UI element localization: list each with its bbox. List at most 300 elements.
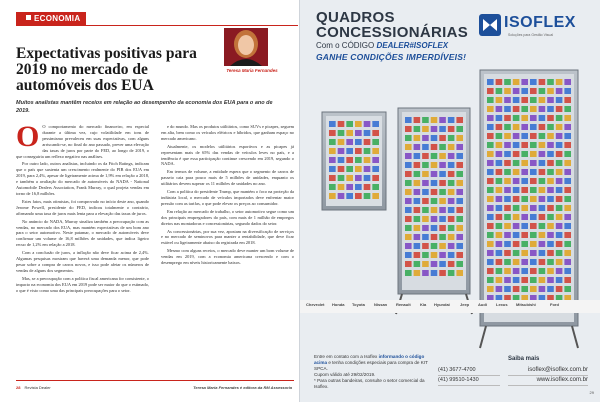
- key-tag: [539, 169, 546, 175]
- key-tag: [521, 133, 528, 139]
- key-tag: [539, 160, 546, 166]
- key-tag: [329, 175, 336, 181]
- key-tag: [564, 133, 571, 139]
- key-tag: [539, 97, 546, 103]
- key-tag: [504, 205, 511, 211]
- key-tag: [564, 142, 571, 148]
- key-tag: [338, 148, 345, 154]
- key-tag: [496, 169, 503, 175]
- key-tag: [431, 216, 438, 222]
- article-body: [16, 124, 294, 374]
- key-tag: [405, 171, 412, 177]
- key-tag: [504, 214, 511, 220]
- key-tag: [547, 124, 554, 130]
- key-tag: [504, 259, 511, 265]
- key-tag: [431, 207, 438, 213]
- key-tag: [448, 153, 455, 159]
- key-tag: [414, 126, 421, 132]
- logo-wordmark: ISOFLEX: [504, 14, 576, 31]
- key-tag: [504, 97, 511, 103]
- key-tag: [431, 180, 438, 186]
- key-tag: [496, 268, 503, 274]
- key-tag: [513, 151, 520, 157]
- key-tag: [448, 117, 455, 123]
- key-tag: [521, 196, 528, 202]
- key-tag: [456, 207, 463, 213]
- key-tag: [539, 241, 546, 247]
- key-tag: [513, 214, 520, 220]
- key-tag: [564, 268, 571, 274]
- key-tag: [364, 166, 371, 172]
- key-tag: [439, 207, 446, 213]
- key-tag: [539, 250, 546, 256]
- key-tag: [530, 169, 537, 175]
- key-tag: [431, 225, 438, 231]
- key-tag: [456, 234, 463, 240]
- key-tag: [521, 151, 528, 157]
- key-tag: [414, 198, 421, 204]
- key-tag: [513, 178, 520, 184]
- key-tag: [439, 117, 446, 123]
- key-tag: [564, 169, 571, 175]
- key-tag: [513, 169, 520, 175]
- key-tag: [556, 250, 563, 256]
- key-tag: [422, 261, 429, 267]
- brand-logo: Chevrolet: [306, 302, 325, 307]
- key-tag: [405, 117, 412, 123]
- key-tag: [547, 268, 554, 274]
- key-tag: [405, 189, 412, 195]
- key-tag: [372, 175, 379, 181]
- key-tag: [487, 214, 494, 220]
- key-tag: [547, 241, 554, 247]
- key-tag: [487, 97, 494, 103]
- key-tag: [448, 243, 455, 249]
- key-tag: [513, 115, 520, 121]
- key-tag: [364, 184, 371, 190]
- key-tag: [521, 214, 528, 220]
- key-tag: [355, 184, 362, 190]
- key-tag: [364, 148, 371, 154]
- key-tag: [496, 88, 503, 94]
- key-tag: [496, 106, 503, 112]
- key-tag: [329, 157, 336, 163]
- key-tag: [487, 187, 494, 193]
- key-tag: [530, 151, 537, 157]
- key-tag: [431, 243, 438, 249]
- key-tag: [456, 189, 463, 195]
- brand-logo: Ford: [550, 302, 559, 307]
- key-tag: [564, 286, 571, 292]
- key-tag: [487, 259, 494, 265]
- phone-link[interactable]: (41) 3677-4700: [438, 366, 500, 376]
- article-paragraph: O O comportamento do mercado financeiro, em especial durante a última vez, cujo volatilidade em tons de pessimismo prevaleceu em suas expectativas, com alguns arriscando-se, no final do ano passado, prever uma elevação das taxas de juros por parte do FED, ao longo de 2019, o que conseguiria um reflexo negativo nas análises.: [16, 124, 149, 159]
- key-tag: [556, 124, 563, 130]
- key-tag: [513, 196, 520, 202]
- key-tag: [439, 171, 446, 177]
- key-tag: [439, 198, 446, 204]
- key-tag: [504, 124, 511, 130]
- key-tag: [487, 232, 494, 238]
- key-tag: [364, 121, 371, 127]
- key-tag: [431, 126, 438, 132]
- whatsapp-link[interactable]: (41) 99510-1430: [438, 376, 500, 386]
- key-tag: [504, 178, 511, 184]
- key-tag: [496, 196, 503, 202]
- key-tag: [487, 241, 494, 247]
- key-tag: [539, 259, 546, 265]
- key-tag: [405, 261, 412, 267]
- key-tag: [530, 232, 537, 238]
- website-link[interactable]: www.isoflex.com.br: [508, 376, 588, 386]
- key-tag: [364, 130, 371, 136]
- isoflex-logo: [478, 12, 588, 40]
- key-tag: [364, 193, 371, 199]
- key-tag: [496, 250, 503, 256]
- key-tag: [448, 126, 455, 132]
- key-tag: [405, 180, 412, 186]
- key-tag: [456, 153, 463, 159]
- key-tag: [364, 139, 371, 145]
- contact-note: * Para outras bandeiras, consulte o setor comercial da Isoflex.: [314, 378, 425, 389]
- key-tag: [405, 216, 412, 222]
- key-tag: [496, 142, 503, 148]
- key-tag: [547, 160, 554, 166]
- publication-name: Revista Dealer: [24, 385, 51, 390]
- key-tag: [547, 169, 554, 175]
- key-tag: [422, 243, 429, 249]
- key-tag: [564, 277, 571, 283]
- key-tag: [431, 189, 438, 195]
- article-column-1: [16, 124, 149, 374]
- key-tag: [539, 205, 546, 211]
- key-tag: [530, 142, 537, 148]
- key-tag: [521, 277, 528, 283]
- key-tag: [513, 250, 520, 256]
- key-tag: [487, 277, 494, 283]
- key-tag: [564, 196, 571, 202]
- article-paragraph: Com a conclusão de juros, a inflação não deve ficar acima de 2,4%. Algumas pesquisas mostram que haverá uma demanda menor, que pode pesar sobre a compra de carros novos, e isso pode afetar os números de vendas de alguns dos segmentos.: [16, 250, 149, 273]
- key-tag: [530, 106, 537, 112]
- key-tag: [530, 79, 537, 85]
- article-paragraph: Em relação ao mercado de trabalho, o setor automotivo segue como um dos principais empregadores do país, com mais de 1 milhão de empregos diretos nas montadoras e concessionárias, segundo dados do setor.: [161, 208, 294, 226]
- key-tag: [564, 115, 571, 121]
- key-tag: [487, 286, 494, 292]
- saiba-mais-heading: Saiba mais: [508, 356, 540, 362]
- key-tag: [487, 151, 494, 157]
- key-tag: [556, 151, 563, 157]
- key-tag: [556, 205, 563, 211]
- key-tag: [521, 88, 528, 94]
- key-tag: [564, 160, 571, 166]
- email-link[interactable]: isoflex@isoflex.com.br: [508, 366, 588, 376]
- key-tag: [414, 135, 421, 141]
- key-tag: [487, 169, 494, 175]
- key-tag: [414, 270, 421, 276]
- key-tag: [431, 162, 438, 168]
- key-tag: [504, 250, 511, 256]
- key-tag: [431, 144, 438, 150]
- contact-info: Entre em contato com a Isoflex informando o código acima e tenha condições especiais para compra de KIT SPCA. Cupom válido até 29/02/2019. * Para outras bandeiras, consulte o setor comercial da Isoflex.: [314, 354, 428, 389]
- key-tag: [414, 225, 421, 231]
- key-tag: [422, 189, 429, 195]
- brand-logo: Kia: [420, 302, 427, 307]
- key-tag: [439, 162, 446, 168]
- key-tag: [547, 115, 554, 121]
- key-tag: [414, 180, 421, 186]
- key-tag: [329, 184, 336, 190]
- brand-logo: Jeep: [460, 302, 470, 307]
- key-tag: [487, 88, 494, 94]
- key-tag: [414, 117, 421, 123]
- key-tag: [448, 162, 455, 168]
- key-tag: [556, 232, 563, 238]
- key-tag: [448, 270, 455, 276]
- section-tag: [16, 12, 86, 25]
- section-rule: [16, 25, 298, 26]
- key-tag: [405, 243, 412, 249]
- key-tag: [521, 241, 528, 247]
- key-tag: [547, 106, 554, 112]
- key-tag: [530, 196, 537, 202]
- key-tag: [456, 270, 463, 276]
- key-tag: [439, 270, 446, 276]
- key-tag: [431, 261, 438, 267]
- key-tag: [496, 259, 503, 265]
- key-tag: [414, 243, 421, 249]
- key-tag: [496, 133, 503, 139]
- key-tag: [364, 175, 371, 181]
- key-tag: [564, 223, 571, 229]
- key-tag: [556, 79, 563, 85]
- author-name: Teresa Maria Fernandes: [226, 68, 278, 73]
- author-credit: Teresa Maria Fernandes é editora da RM Assessoria: [193, 385, 292, 390]
- key-tag: [448, 171, 455, 177]
- key-tag: [439, 261, 446, 267]
- key-tag: [405, 198, 412, 204]
- key-tag: [496, 160, 503, 166]
- key-tag: [504, 106, 511, 112]
- key-tag: [422, 225, 429, 231]
- key-tag: [496, 223, 503, 229]
- key-tag: [521, 223, 528, 229]
- key-tag: [504, 277, 511, 283]
- key-tag: [355, 121, 362, 127]
- key-tag: [456, 225, 463, 231]
- key-tag: [431, 171, 438, 177]
- key-tag: [414, 261, 421, 267]
- article-paragraph: Estes fatos, mais otimistas, foi comprovado no início deste ano, quando Jerome Powell, presidente do FED, indicou totalmente o contrário, afirmando uma taxa de juros mais lenta para a elevação das taxas de juros.: [16, 198, 149, 216]
- key-tag: [431, 135, 438, 141]
- article-paragraph: As concessionárias, por sua vez, apostam na diversificação de serviços e no mercado de seminovos para manter a rentabilidade, que deve ficar estável ou ligeiramente abaixo da registrada em 2018.: [161, 228, 294, 246]
- key-tag: [556, 196, 563, 202]
- key-tag: [372, 157, 379, 163]
- key-tag: [530, 178, 537, 184]
- key-tag: [539, 115, 546, 121]
- key-tag: [439, 216, 446, 222]
- key-tag: [448, 216, 455, 222]
- key-tag: [372, 121, 379, 127]
- key-tag: [372, 139, 379, 145]
- key-tag: [521, 178, 528, 184]
- brand-logo: Audi: [478, 302, 487, 307]
- key-tag: [405, 234, 412, 240]
- article-paragraph: No anúncio do NADA, Murray sinaliza também a preocupação com as vendas, no mercado dos EUA, mas mantém expectativas de um bom ano para o setor automotivo. Neste patamar, o mercado de automóveis deve confirmar um volume de 16,8 milhões de unidades, que indica ligeiro recuo de 1,2% em relação a 2018.: [16, 218, 149, 248]
- key-tag: [456, 162, 463, 168]
- logo-tagline: Soluções para Gestão Visual: [508, 33, 554, 37]
- key-tag: [504, 232, 511, 238]
- key-tag: [456, 216, 463, 222]
- key-tag: [521, 106, 528, 112]
- key-tag: [547, 178, 554, 184]
- key-tag: [487, 268, 494, 274]
- key-tag: [539, 106, 546, 112]
- key-tag: [539, 232, 546, 238]
- key-tag: [329, 166, 336, 172]
- key-tag: [346, 175, 353, 181]
- key-tag: [346, 130, 353, 136]
- key-tag: [547, 250, 554, 256]
- key-tag: [346, 139, 353, 145]
- key-tag: [556, 106, 563, 112]
- key-tag: [346, 166, 353, 172]
- key-tag: [422, 126, 429, 132]
- key-tag: [521, 268, 528, 274]
- key-tag: [414, 216, 421, 222]
- key-tag: [496, 214, 503, 220]
- key-tag: [448, 198, 455, 204]
- key-tag: [496, 241, 503, 247]
- key-tag: [539, 196, 546, 202]
- key-tag: [504, 196, 511, 202]
- key-tag: [372, 184, 379, 190]
- key-tag: [338, 121, 345, 127]
- key-tag: [372, 166, 379, 172]
- key-tag: [422, 180, 429, 186]
- key-tag: [564, 88, 571, 94]
- ad-code-line: Com o CÓDIGO DEALER#ISOFLEX: [316, 41, 449, 50]
- key-tag: [539, 286, 546, 292]
- key-tag: [448, 234, 455, 240]
- key-tag: [405, 225, 412, 231]
- page-number-right: 29: [589, 390, 594, 395]
- key-tag: [539, 79, 546, 85]
- key-tag: [496, 79, 503, 85]
- article-headline: Expectativas positivas para 2019 no mercado de automóveis dos EUA: [16, 45, 197, 94]
- key-tag: [539, 151, 546, 157]
- key-tag: [487, 250, 494, 256]
- key-tag: [431, 270, 438, 276]
- key-tag: [405, 270, 412, 276]
- key-tag: [547, 277, 554, 283]
- key-tag: [431, 153, 438, 159]
- key-tag: [355, 148, 362, 154]
- key-tag: [405, 162, 412, 168]
- article-paragraph: Mas, se a preocupação com a política fiscal americana for consistente, o impacto na economia dos EUA em 2019 pode ser maior do que o estimado, o que é visto como uma das principais preocupações para o setor.: [16, 275, 149, 293]
- key-tag: [346, 184, 353, 190]
- key-tag: [547, 97, 554, 103]
- key-tag: [439, 225, 446, 231]
- key-tag: [487, 133, 494, 139]
- key-tag: [487, 178, 494, 184]
- key-tag: [487, 196, 494, 202]
- key-tag: [448, 261, 455, 267]
- page-number: 28: [16, 385, 21, 390]
- key-tag: [439, 243, 446, 249]
- key-tag: [513, 133, 520, 139]
- key-tag: [547, 88, 554, 94]
- author-portrait-icon: [224, 28, 268, 66]
- key-tag: [513, 223, 520, 229]
- key-tag: [355, 193, 362, 199]
- key-tag: [513, 277, 520, 283]
- key-tag: [487, 205, 494, 211]
- key-tag: [530, 277, 537, 283]
- key-tag: [448, 207, 455, 213]
- key-tag: [521, 286, 528, 292]
- ad-offer: GANHE CONDIÇÕES IMPERDÍVEIS!: [316, 52, 467, 62]
- key-tag: [496, 151, 503, 157]
- key-tag: [513, 142, 520, 148]
- key-tag: [564, 250, 571, 256]
- key-tag: [556, 277, 563, 283]
- key-tag: [530, 241, 537, 247]
- key-tag: [329, 121, 336, 127]
- key-tag: [405, 126, 412, 132]
- key-tag: [496, 115, 503, 121]
- key-tag: [521, 142, 528, 148]
- key-tag: [564, 214, 571, 220]
- key-tag: [338, 175, 345, 181]
- key-tag: [521, 187, 528, 193]
- key-tag: [346, 148, 353, 154]
- key-tag: [556, 178, 563, 184]
- key-tag: [547, 259, 554, 265]
- key-tag: [405, 144, 412, 150]
- key-tag: [513, 160, 520, 166]
- key-tag: [539, 142, 546, 148]
- key-tag: [521, 232, 528, 238]
- phone-numbers: [438, 366, 500, 386]
- key-tag: [513, 88, 520, 94]
- key-tag: [530, 259, 537, 265]
- key-tag: [564, 241, 571, 247]
- key-tag: [556, 187, 563, 193]
- key-tag: [448, 180, 455, 186]
- key-tag: [539, 277, 546, 283]
- key-tag: [456, 171, 463, 177]
- key-tag: [405, 252, 412, 258]
- key-tag: [504, 88, 511, 94]
- key-tag: [513, 286, 520, 292]
- key-tag: [422, 135, 429, 141]
- key-tag: [496, 187, 503, 193]
- key-tag: [431, 234, 438, 240]
- key-tag: [530, 205, 537, 211]
- key-tag: [547, 196, 554, 202]
- key-tag: [504, 142, 511, 148]
- key-tag: [539, 133, 546, 139]
- key-tag: [431, 198, 438, 204]
- key-tag: [422, 162, 429, 168]
- key-tag: [496, 286, 503, 292]
- key-tag: [564, 178, 571, 184]
- key-tag: [487, 79, 494, 85]
- brand-logo: Hyundai: [434, 302, 450, 307]
- section-label: ECONOMIA: [34, 14, 81, 23]
- key-tag: [414, 162, 421, 168]
- key-tag: [338, 130, 345, 136]
